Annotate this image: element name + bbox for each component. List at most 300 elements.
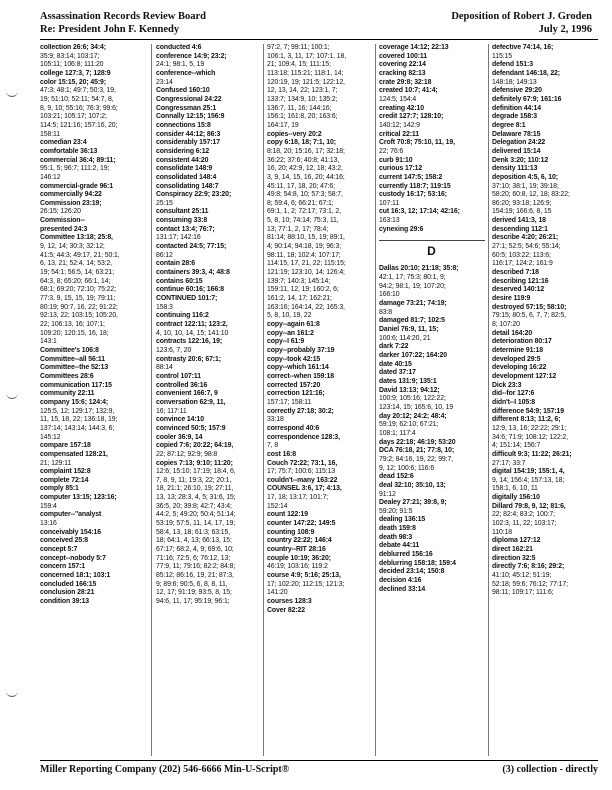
- index-entry-term: complaint 152:8: [40, 468, 91, 476]
- column-divider: [375, 44, 376, 756]
- index-entry-continuation: 8, 9, 10; 55:16; 76:3; 99:6;: [40, 104, 118, 112]
- index-entry-term: Commission--: [40, 217, 85, 225]
- index-entry-term: copy--which 161:14: [267, 364, 329, 372]
- index-entry-continuation: 157:17; 158:11: [267, 398, 312, 406]
- index-entry-term: digitally 156:10: [492, 494, 540, 502]
- index-entry-term: Daniel 76:9, 11, 15;: [379, 326, 439, 334]
- index-entry-continuation: 58:4, 13, 18; 61:3; 63:15,: [156, 528, 231, 536]
- index-entry-term: Dillard 79:8, 9, 12; 81:6,: [492, 502, 566, 510]
- index-entry-continuation: 67:17; 68:2, 4, 9; 69:6, 10;: [156, 546, 234, 554]
- punch-hole-mark: [6, 392, 18, 399]
- index-entry-continuation: 163:13: [379, 217, 400, 225]
- index-entry-continuation: 27:1; 52:5; 54:6; 55:14;: [492, 243, 561, 251]
- index-entry-term: development 127:12: [492, 372, 557, 380]
- index-entry-term: Delegation 24:22: [492, 139, 546, 147]
- index-entry-term: presented 24:3: [40, 225, 88, 233]
- index-entry-term: couldn't--many 163:22: [267, 476, 338, 484]
- index-entry-term: collection 26:6; 34:4;: [40, 44, 106, 51]
- index-entry-term: Congressional 24:22: [156, 95, 222, 103]
- index-entry-continuation: 4, 10, 10, 14, 15; 141:10: [156, 329, 229, 337]
- index-entry-continuation: 123:14, 15; 165:6, 10, 19: [379, 403, 454, 411]
- index-entry-continuation: 107:11: [379, 199, 399, 207]
- index-entry-term: consultant 25:11: [156, 208, 209, 216]
- index-entry-term: comedian 23:4: [40, 139, 87, 147]
- index-entry-continuation: 18, 21:1; 26:10, 19; 27:11,: [156, 485, 234, 493]
- index-entry-continuation: 9, 12; 100:6; 116:6: [379, 464, 435, 472]
- index-entry-continuation: 21; 129:11: [40, 459, 72, 467]
- header-board-title: Assassination Records Review Board: [40, 11, 206, 22]
- index-entry-continuation: 19; 54:1; 56:5, 14; 63:21;: [40, 269, 115, 277]
- index-entry-continuation: 12:6; 15:10; 17:19; 18:4, 6,: [156, 468, 236, 476]
- index-entry-term: Conspiracy 22:9; 23:20;: [156, 191, 232, 199]
- index-entry-term: direct 162:21: [492, 546, 533, 554]
- index-entry-continuation: 71:16; 72:5, 6; 76:12, 13;: [156, 554, 231, 562]
- index-entry-term: Dealey 27:21; 39:8, 9;: [379, 499, 447, 507]
- index-entry-term: definition 44:14: [492, 104, 541, 112]
- index-entry-continuation: 88:14: [156, 364, 173, 372]
- index-entry-term: creating 42:10: [379, 104, 424, 112]
- index-entry-continuation: 77:3, 9, 15, 15, 19; 79:11;: [40, 295, 116, 303]
- index-entry-term: commercially 94:22: [40, 191, 102, 199]
- index-entry-continuation: 35:9; 83:14; 103:17;: [40, 52, 100, 60]
- index-entry-continuation: 103:21; 105:17; 107:2;: [40, 113, 107, 121]
- index-entry-continuation: 110:18: [492, 528, 512, 536]
- index-entry-continuation: 42:1, 17; 75:3; 80:1, 9;: [379, 274, 446, 282]
- index-entry-term: counting 108:9: [267, 528, 315, 536]
- index-entry-continuation: 152:14: [267, 502, 288, 510]
- index-entry-term: CONTINUED 101:7;: [156, 295, 218, 303]
- index-entry-term: Delaware 78:15: [492, 130, 541, 138]
- index-entry-continuation: 8; 107:20: [492, 321, 520, 328]
- index-entry-term: Committee 13:18; 25:8,: [40, 234, 113, 242]
- index-entry-continuation: 141:20: [267, 589, 288, 597]
- index-entry-continuation: 164:17, 19: [267, 121, 299, 129]
- index-entry-term: conceived 25:8: [40, 537, 89, 545]
- index-entry-term: condition 39:13: [40, 598, 90, 605]
- index-entry-term: copy--probably 37:19: [267, 346, 335, 354]
- index-entry-continuation: 22; 82:4; 83:2; 100:7;: [492, 511, 555, 519]
- index-column-5: [492, 44, 600, 756]
- index-entry-term: curious 17:12: [379, 165, 423, 173]
- index-entry-term: correct--when 159:18: [267, 372, 334, 380]
- index-entry-term: copy--again 61:8: [267, 321, 320, 328]
- index-entry-term: community 22:11: [40, 390, 95, 398]
- punch-hole-mark: [6, 690, 18, 697]
- index-entry-continuation: 6, 13, 21; 52:4, 14; 53:2,: [40, 260, 113, 268]
- index-entry-continuation: 83:8: [379, 308, 393, 316]
- index-entry-term: count 122:19: [267, 511, 308, 519]
- index-entry-term: difficult 9:3; 11:22; 26:21;: [492, 450, 572, 458]
- index-entry-continuation: 95:1, 5; 96:7; 111:2, 19;: [40, 165, 110, 173]
- index-entry-term: destroyed 57:15; 58:10;: [492, 303, 567, 311]
- footer-rule: [40, 760, 598, 761]
- index-entry-term: connections 15:8: [156, 121, 211, 129]
- index-entry-term: deposition 4:5, 6, 10;: [492, 173, 558, 181]
- index-entry-continuation: 158:11: [40, 130, 60, 138]
- index-entry-term: convince 14:10: [156, 416, 205, 424]
- index-entry-continuation: 158:1, 6, 10, 11: [492, 485, 538, 493]
- index-entry-term: derived 141:3, 18: [492, 217, 546, 225]
- index-entry-term: consolidating 148:7: [156, 182, 219, 190]
- index-entry-continuation: 124:5; 154:4: [379, 95, 417, 103]
- index-entry-continuation: 13, 13; 28:3, 4, 5; 31:6, 15;: [156, 494, 236, 502]
- index-entry-term: definitely 67:9; 161:16: [492, 95, 562, 103]
- index-entry-continuation: 12, 13, 14, 22; 123:1, 7;: [267, 87, 338, 95]
- index-entry-term: DCA 76:18, 21; 77:8, 10;: [379, 447, 455, 455]
- index-entry-continuation: 8; 59:4, 6; 66:21; 67:1;: [267, 199, 334, 207]
- index-entry-term: compensated 128:21,: [40, 450, 108, 458]
- index-entry-term: Croft 70:8; 75:10, 11, 19,: [379, 139, 455, 147]
- index-entry-term: consistent 44:20: [156, 156, 209, 164]
- index-entry-continuation: 25:15: [156, 199, 173, 207]
- index-entry-continuation: 106:1, 3, 11, 17; 107:1, 18,: [267, 52, 347, 60]
- index-entry-term: defendant 146:18, 22;: [492, 69, 560, 77]
- index-entry-term: correspond 40:6: [267, 424, 320, 432]
- header-rule: [40, 39, 598, 40]
- index-entry-continuation: 77:9, 11; 79:16; 82:2; 84:8;: [156, 563, 236, 571]
- index-entry-term: comfortable 36:13: [40, 147, 98, 155]
- index-entry-term: different 8:13; 11:2, 6;: [492, 416, 561, 424]
- index-column-4: [379, 44, 485, 756]
- index-entry-continuation: 4; 90:14; 94:18, 19; 96:3;: [267, 243, 342, 251]
- index-entry-term: corrected 157:20: [267, 381, 321, 389]
- index-entry-continuation: 47:3; 48:1; 49:7; 50:3, 19,: [40, 87, 116, 95]
- index-entry-term: correctly 27:18; 30:2;: [267, 407, 334, 415]
- index-column-3: [267, 44, 373, 756]
- index-entry-continuation: 7, 8, 9, 11; 19:3, 22; 20:1,: [156, 476, 232, 484]
- index-entry-continuation: 108:1; 117:4: [379, 429, 416, 437]
- footer-page-range: (3) collection - directly: [502, 764, 598, 775]
- index-entry-continuation: 9, 12, 14; 30:3; 32:12;: [40, 243, 105, 251]
- index-entry-continuation: 116:17; 124:2; 161:9: [492, 260, 553, 268]
- index-entry-term: Couch 72:22; 73:1, 16,: [267, 459, 338, 467]
- index-entry-term: contracts 122:16, 19;: [156, 338, 223, 346]
- index-entry-continuation: 146:12: [40, 173, 61, 181]
- index-entry-continuation: 166:10: [379, 291, 400, 299]
- index-entry-continuation: 145:12: [40, 433, 61, 441]
- index-entry-continuation: 17; 102:20; 112:15; 121:3;: [267, 580, 345, 588]
- index-entry-continuation: 46:19; 103:16; 119:2: [267, 563, 328, 571]
- index-entry-continuation: 121:19; 123:10, 14; 126:4;: [267, 269, 345, 277]
- index-entry-continuation: 45:11, 17, 18, 20; 47:6;: [267, 182, 335, 190]
- index-entry-term: concern 157:1: [40, 563, 86, 571]
- index-entry-continuation: 105:11; 106:8; 111:20: [40, 61, 104, 69]
- index-entry-term: degree 8:1: [492, 121, 526, 129]
- index-entry-term: cracking 82:13: [379, 69, 426, 77]
- index-entry-term: created 10:7; 41:4;: [379, 87, 438, 95]
- index-entry-term: critical 22:11: [379, 130, 419, 138]
- index-entry-term: contract 122:11; 123:2,: [156, 321, 228, 328]
- index-entry-continuation: 148:18; 149:13: [492, 78, 537, 86]
- index-entry-term: Dick 23:3: [492, 381, 522, 389]
- index-entry-term: David 13:13; 94:12;: [379, 386, 440, 394]
- index-entry-term: deblurring 158:18; 159:4: [379, 559, 456, 567]
- index-entry-continuation: 16, 20; 42:9, 12, 18; 43:2,: [267, 165, 343, 173]
- index-entry-term: convinced 50:5; 157:9: [156, 424, 226, 432]
- index-entry-term: conducted 4:6: [156, 44, 202, 51]
- index-entry-term: COUNSEL 3:6, 17; 4:13,: [267, 485, 342, 493]
- footer-reporter: Miller Reporting Company (202) 546-6666 Min-U-Script®: [40, 764, 290, 775]
- index-entry-continuation: 12:9, 13, 16; 22:22; 29:1;: [492, 424, 567, 432]
- index-entry-term: correction 121:16;: [267, 390, 325, 398]
- index-entry-continuation: 37:10; 38:1, 19; 39:18;: [492, 182, 559, 190]
- index-entry-continuation: 136:7, 11, 16; 144:16;: [267, 104, 332, 112]
- index-entry-term: complete 72:14: [40, 476, 89, 484]
- index-entry-term: conclusion 28:21: [40, 589, 95, 597]
- index-entry-term: direction 32:5: [492, 554, 536, 562]
- index-entry-term: current 147:5; 158:2: [379, 173, 443, 181]
- index-entry-term: continue 60:16; 166:8: [156, 286, 224, 294]
- index-entry-term: correspondence 128:3,: [267, 433, 340, 441]
- index-entry-term: contrasty 20:6; 67:1;: [156, 355, 221, 363]
- index-entry-term: describe 4:20; 26:21;: [492, 234, 559, 242]
- index-entry-continuation: 79:2; 84:16, 19, 22; 99:7,: [379, 455, 454, 463]
- index-entry-term: did--for 127:6: [492, 390, 535, 398]
- index-entry-continuation: 49:8; 54:8, 10; 57:3; 58:7,: [267, 191, 343, 199]
- index-entry-term: date 40:15: [379, 360, 412, 368]
- index-entry-continuation: 98:11, 18; 102:4; 107:17;: [267, 251, 341, 259]
- index-entry-term: darker 107:22; 164:20: [379, 352, 448, 359]
- index-entry-continuation: 114:15, 17, 21, 22; 115:15;: [267, 260, 346, 268]
- index-entry-term: concept--nobody 5:7: [40, 554, 106, 562]
- index-entry-term: death 98:3: [379, 533, 413, 541]
- index-entry-continuation: 36:5, 20; 39:8; 42:7; 43:4;: [156, 502, 232, 510]
- index-entry-continuation: 44:2, 5; 49:20; 50:4; 51:14;: [156, 511, 236, 519]
- index-entry-continuation: 102:3, 11, 22; 103:17;: [492, 520, 557, 528]
- index-entry-term: defective 74:14, 16;: [492, 44, 554, 51]
- index-entry-term: damage 73:21; 74:19;: [379, 300, 447, 308]
- index-entry-term: delivered 15:14: [492, 147, 541, 155]
- index-entry-term: digital 154:19; 155:1, 4,: [492, 468, 565, 476]
- index-entry-continuation: 94:2; 98:1, 19; 107:20;: [379, 282, 446, 290]
- index-entry-term: communication 117:15: [40, 381, 112, 389]
- index-entry-term: containers 39:3, 4; 48:8: [156, 269, 230, 277]
- index-entry-continuation: 5, 8, 10, 19, 22: [267, 312, 312, 320]
- index-entry-term: determine 91:18: [492, 346, 543, 354]
- index-entry-continuation: 92:13, 22; 103:15; 105:20,: [40, 312, 118, 320]
- index-entry-term: Congressman 25:1: [156, 104, 217, 112]
- index-entry-term: contact 13:4; 76:7;: [156, 225, 215, 233]
- index-entry-continuation: 94:6, 11, 17; 95:19; 96:1;: [156, 598, 230, 605]
- index-entry-continuation: 139:7; 140:3; 145:14;: [267, 277, 331, 285]
- index-entry-continuation: 91:12: [379, 490, 396, 498]
- index-entry-term: copy--I 61:9: [267, 338, 305, 346]
- index-entry-term: dates 131:9; 135:1: [379, 377, 437, 385]
- index-entry-term: Connally 12:15; 156:9: [156, 113, 225, 121]
- index-entry-term: day 20:12; 24:2; 48:4;: [379, 412, 447, 420]
- column-divider: [151, 44, 152, 756]
- index-entry-term: considering 6:12: [156, 147, 210, 155]
- index-entry-term: deterioration 80:17: [492, 338, 552, 346]
- index-entry-continuation: 156:1; 161:8, 20; 163:6;: [267, 113, 338, 121]
- index-entry-term: copied 7:6; 20:22; 64:19,: [156, 442, 234, 450]
- index-entry-continuation: 22; 76:6: [379, 147, 404, 155]
- index-entry-continuation: 98:11; 109:17; 111:6;: [492, 589, 554, 597]
- index-entry-continuation: 60:5; 103:22; 113:6;: [492, 251, 551, 259]
- index-entry-continuation: 17; 75:7; 100:6; 115:13: [267, 468, 336, 476]
- index-entry-term: difference 54:9; 157:19: [492, 407, 565, 415]
- index-entry-term: crate 29:8; 32:18: [379, 78, 432, 86]
- index-entry-term: defensive 29:20: [492, 87, 542, 95]
- index-entry-continuation: 4; 151:14; 156:7: [492, 442, 541, 450]
- index-entry-term: college 127:3, 7; 128:9: [40, 69, 111, 77]
- index-entry-term: days 22:18; 46:19; 53:20: [379, 438, 456, 446]
- index-entry-continuation: 34:6; 71:9; 108:12; 122:2,: [492, 433, 568, 441]
- index-entry-term: decided 23:14; 150:8: [379, 568, 445, 576]
- index-entry-continuation: 5, 8, 10; 74:14; 75:3, 11,: [267, 217, 339, 225]
- index-entry-term: dead 152:6: [379, 473, 414, 481]
- index-entry-term: cost 16:8: [267, 450, 296, 458]
- column-divider: [263, 44, 264, 756]
- index-entry-continuation: 113:18; 115:21; 118:1, 14;: [267, 69, 344, 77]
- page-header: [40, 10, 592, 36]
- index-entry-continuation: 23:14: [156, 78, 173, 86]
- index-entry-continuation: 137:14; 143:14; 144:3, 6;: [40, 424, 115, 432]
- index-entry-continuation: 143:1: [40, 338, 57, 346]
- index-entry-continuation: 13; 77:1, 2, 17; 78:4;: [267, 225, 329, 233]
- index-entry-term: consolidated 148:4: [156, 173, 217, 181]
- index-entry-term: Dallas 20:10; 21:18; 35:8;: [379, 265, 459, 273]
- index-entry-term: degrade 158:3: [492, 113, 538, 121]
- index-entry-term: copy--took 42:15: [267, 355, 321, 363]
- header-right: [451, 10, 592, 36]
- index-entry-term: diploma 127:12: [492, 537, 541, 545]
- index-entry-continuation: 58:20; 60:8, 12, 18; 83:22;: [492, 191, 570, 199]
- index-entry-continuation: 41:10; 45:12; 51:19;: [492, 572, 552, 580]
- index-entry-term: currently 118:7; 119:15: [379, 182, 451, 190]
- index-entry-term: Commission 23:19;: [40, 199, 102, 207]
- index-entry-continuation: 36:22; 37:6; 40:8; 41:13,: [267, 156, 340, 164]
- index-entry-term: contains 60:15: [156, 277, 203, 285]
- index-entry-term: Denk 3:20; 110:12: [492, 156, 549, 164]
- index-entry-continuation: 3, 9, 14, 15, 16, 20; 44:16;: [267, 173, 345, 181]
- index-entry-term: commercial-grade 96:1: [40, 182, 113, 190]
- index-entry-term: conversation 62:9, 11,: [156, 398, 226, 406]
- index-entry-term: contain 28:6: [156, 260, 196, 268]
- index-entry-continuation: 97:2, 7; 99:11; 100:1;: [267, 44, 330, 51]
- index-entry-term: dated 37:17: [379, 369, 416, 377]
- index-entry-continuation: 125:5, 12; 129:17; 132:9,: [40, 407, 115, 415]
- column-divider: [488, 44, 489, 756]
- index-entry-term: deal 32:10; 35:10, 13;: [379, 481, 446, 489]
- index-entry-continuation: 123:6, 7, 20: [156, 346, 192, 354]
- index-entry-term: concluded 166:15: [40, 580, 97, 588]
- header-date: July 2, 1996: [538, 24, 592, 35]
- index-entry-term: cut 16:3, 12; 17:14; 42:16;: [379, 208, 460, 216]
- index-entry-term: conceivably 154:16: [40, 528, 102, 536]
- index-entry-continuation: 59:20; 91:5: [379, 507, 413, 515]
- index-entry-term: commercial 36:4; 89:11;: [40, 156, 116, 164]
- index-entry-continuation: 18; 64:1, 4, 13; 66:13, 15;: [156, 537, 232, 545]
- header-deposition-title: Deposition of Robert J. Groden: [451, 11, 592, 22]
- index-entry-term: detail 164:20: [492, 329, 533, 337]
- index-entry-continuation: 12, 17; 91:19; 93:5, 8, 15;: [156, 589, 232, 597]
- index-entry-term: described 7:18: [492, 269, 539, 277]
- index-entry-term: computer 13:15; 123:16;: [40, 494, 117, 502]
- index-entry-continuation: 159:4: [40, 502, 57, 510]
- index-entry-continuation: 120:19, 19; 121:5; 122:12,: [267, 78, 345, 86]
- index-entry-continuation: 115:15: [492, 52, 512, 60]
- index-entry-term: cynexing 29:6: [379, 225, 424, 233]
- punch-hole-mark: [6, 90, 18, 97]
- index-entry-continuation: 158:3: [156, 303, 173, 311]
- index-entry-continuation: 80:19; 90:7, 16, 22; 91:22;: [40, 303, 118, 311]
- header-case-title: Re: President John F. Kennedy: [40, 24, 180, 35]
- index-entry-continuation: 85:12; 86:16, 19, 21; 87:3,: [156, 572, 234, 580]
- index-entry-term: comply 85:1: [40, 485, 79, 493]
- index-entry-continuation: 163:16; 164:14, 22; 165:3,: [267, 303, 345, 311]
- index-column-2: [156, 44, 262, 756]
- index-entry-term: coverage 14:12; 22:13: [379, 44, 449, 51]
- index-entry-term: covered 100:11: [379, 52, 428, 60]
- index-entry-term: contacted 24:5; 77:15;: [156, 243, 227, 251]
- index-entry-term: conference 14:9; 23:2;: [156, 52, 227, 60]
- index-entry-term: copy--an 161:2: [267, 329, 314, 337]
- section-heading-letter: D: [379, 240, 485, 261]
- index-entry-term: dealing 136:15: [379, 516, 426, 524]
- index-entry-continuation: 27:17; 33:7: [492, 459, 526, 467]
- index-entry-term: computer--"analyst: [40, 511, 102, 519]
- index-entry-term: Confused 160:10: [156, 87, 210, 95]
- index-entry-continuation: 7, 8: [267, 442, 279, 450]
- index-entry-term: didn't--I 105:8: [492, 398, 536, 406]
- index-entry-continuation: 22; 87:12; 92:9; 98:8: [156, 450, 218, 458]
- index-entry-continuation: 109:20; 120:15, 16, 18;: [40, 329, 109, 337]
- index-entry-continuation: 81:14; 88:10, 15, 19; 89:1,: [267, 234, 345, 242]
- index-entry-continuation: 159:11, 12, 19; 160:2, 6;: [267, 286, 339, 294]
- index-entry-continuation: 9, 14; 156:4; 157:13, 18;: [492, 476, 565, 484]
- index-entry-term: course 4:9; 5:16; 25:13,: [267, 572, 341, 580]
- index-entry-term: death 159:8: [379, 525, 416, 533]
- index-entry-term: directly 7:6; 8:16; 29:2;: [492, 563, 565, 571]
- index-entry-term: credit 127:7; 128:10;: [379, 113, 444, 121]
- index-entry-term: desire 119:9: [492, 295, 531, 303]
- index-entry-term: color 15:15, 20; 45:9;: [40, 78, 106, 86]
- index-entry-continuation: 26:15; 126:20: [40, 208, 81, 216]
- index-entry-continuation: 131:17; 142:16: [156, 234, 201, 242]
- index-entry-term: compare 157:18: [40, 442, 91, 450]
- index-entry-term: deserved 140:12: [492, 286, 545, 294]
- index-entry-term: Cover 82:22: [267, 606, 305, 614]
- index-entry-term: Committee--the 52:13: [40, 364, 109, 372]
- index-entry-continuation: 52:18; 59:6; 76:12; 77:17;: [492, 580, 568, 588]
- index-entry-term: concerned 18:1; 103:1: [40, 572, 111, 580]
- index-entry-term: concept 5:7: [40, 546, 78, 554]
- index-entry-term: density 111:13: [492, 165, 538, 173]
- index-entry-term: curb 91:10: [379, 156, 413, 164]
- index-entry-continuation: 154:19; 166:6, 8, 15: [492, 208, 552, 216]
- index-entry-term: descending 112:1: [492, 225, 548, 233]
- header-left: [40, 10, 206, 36]
- index-entry-continuation: 22; 106:13, 16; 107:1;: [40, 321, 105, 328]
- index-entry-continuation: 17, 18; 13:17; 101:7;: [267, 494, 329, 502]
- index-entry-term: conference--which: [156, 69, 216, 77]
- index-entry-continuation: 11, 15, 18, 22; 136:18, 19;: [40, 416, 118, 424]
- index-entry-term: declined 33:14: [379, 585, 426, 593]
- index-entry-continuation: 59:19; 62:10; 67:21;: [379, 421, 439, 429]
- index-entry-term: copies 7:13; 9:10; 11:20;: [156, 459, 233, 467]
- index-entry-term: Committees 28:6: [40, 372, 94, 380]
- index-entry-term: defend 151:3: [492, 61, 533, 69]
- index-entry-term: describing 121:16: [492, 277, 549, 285]
- index-entry-continuation: 53:19; 57:5, 11, 14, 17, 19;: [156, 520, 236, 528]
- index-entry-continuation: 133:7; 134:9, 10; 135:2;: [267, 95, 338, 103]
- index-entry-term: damaged 81:7; 102:5: [379, 317, 445, 325]
- index-entry-term: Committee's 106:8: [40, 346, 99, 354]
- index-entry-term: continuing 116:2: [156, 312, 209, 320]
- index-entry-term: developed 29:5: [492, 355, 541, 363]
- index-entry-term: considerably 157:17: [156, 139, 220, 147]
